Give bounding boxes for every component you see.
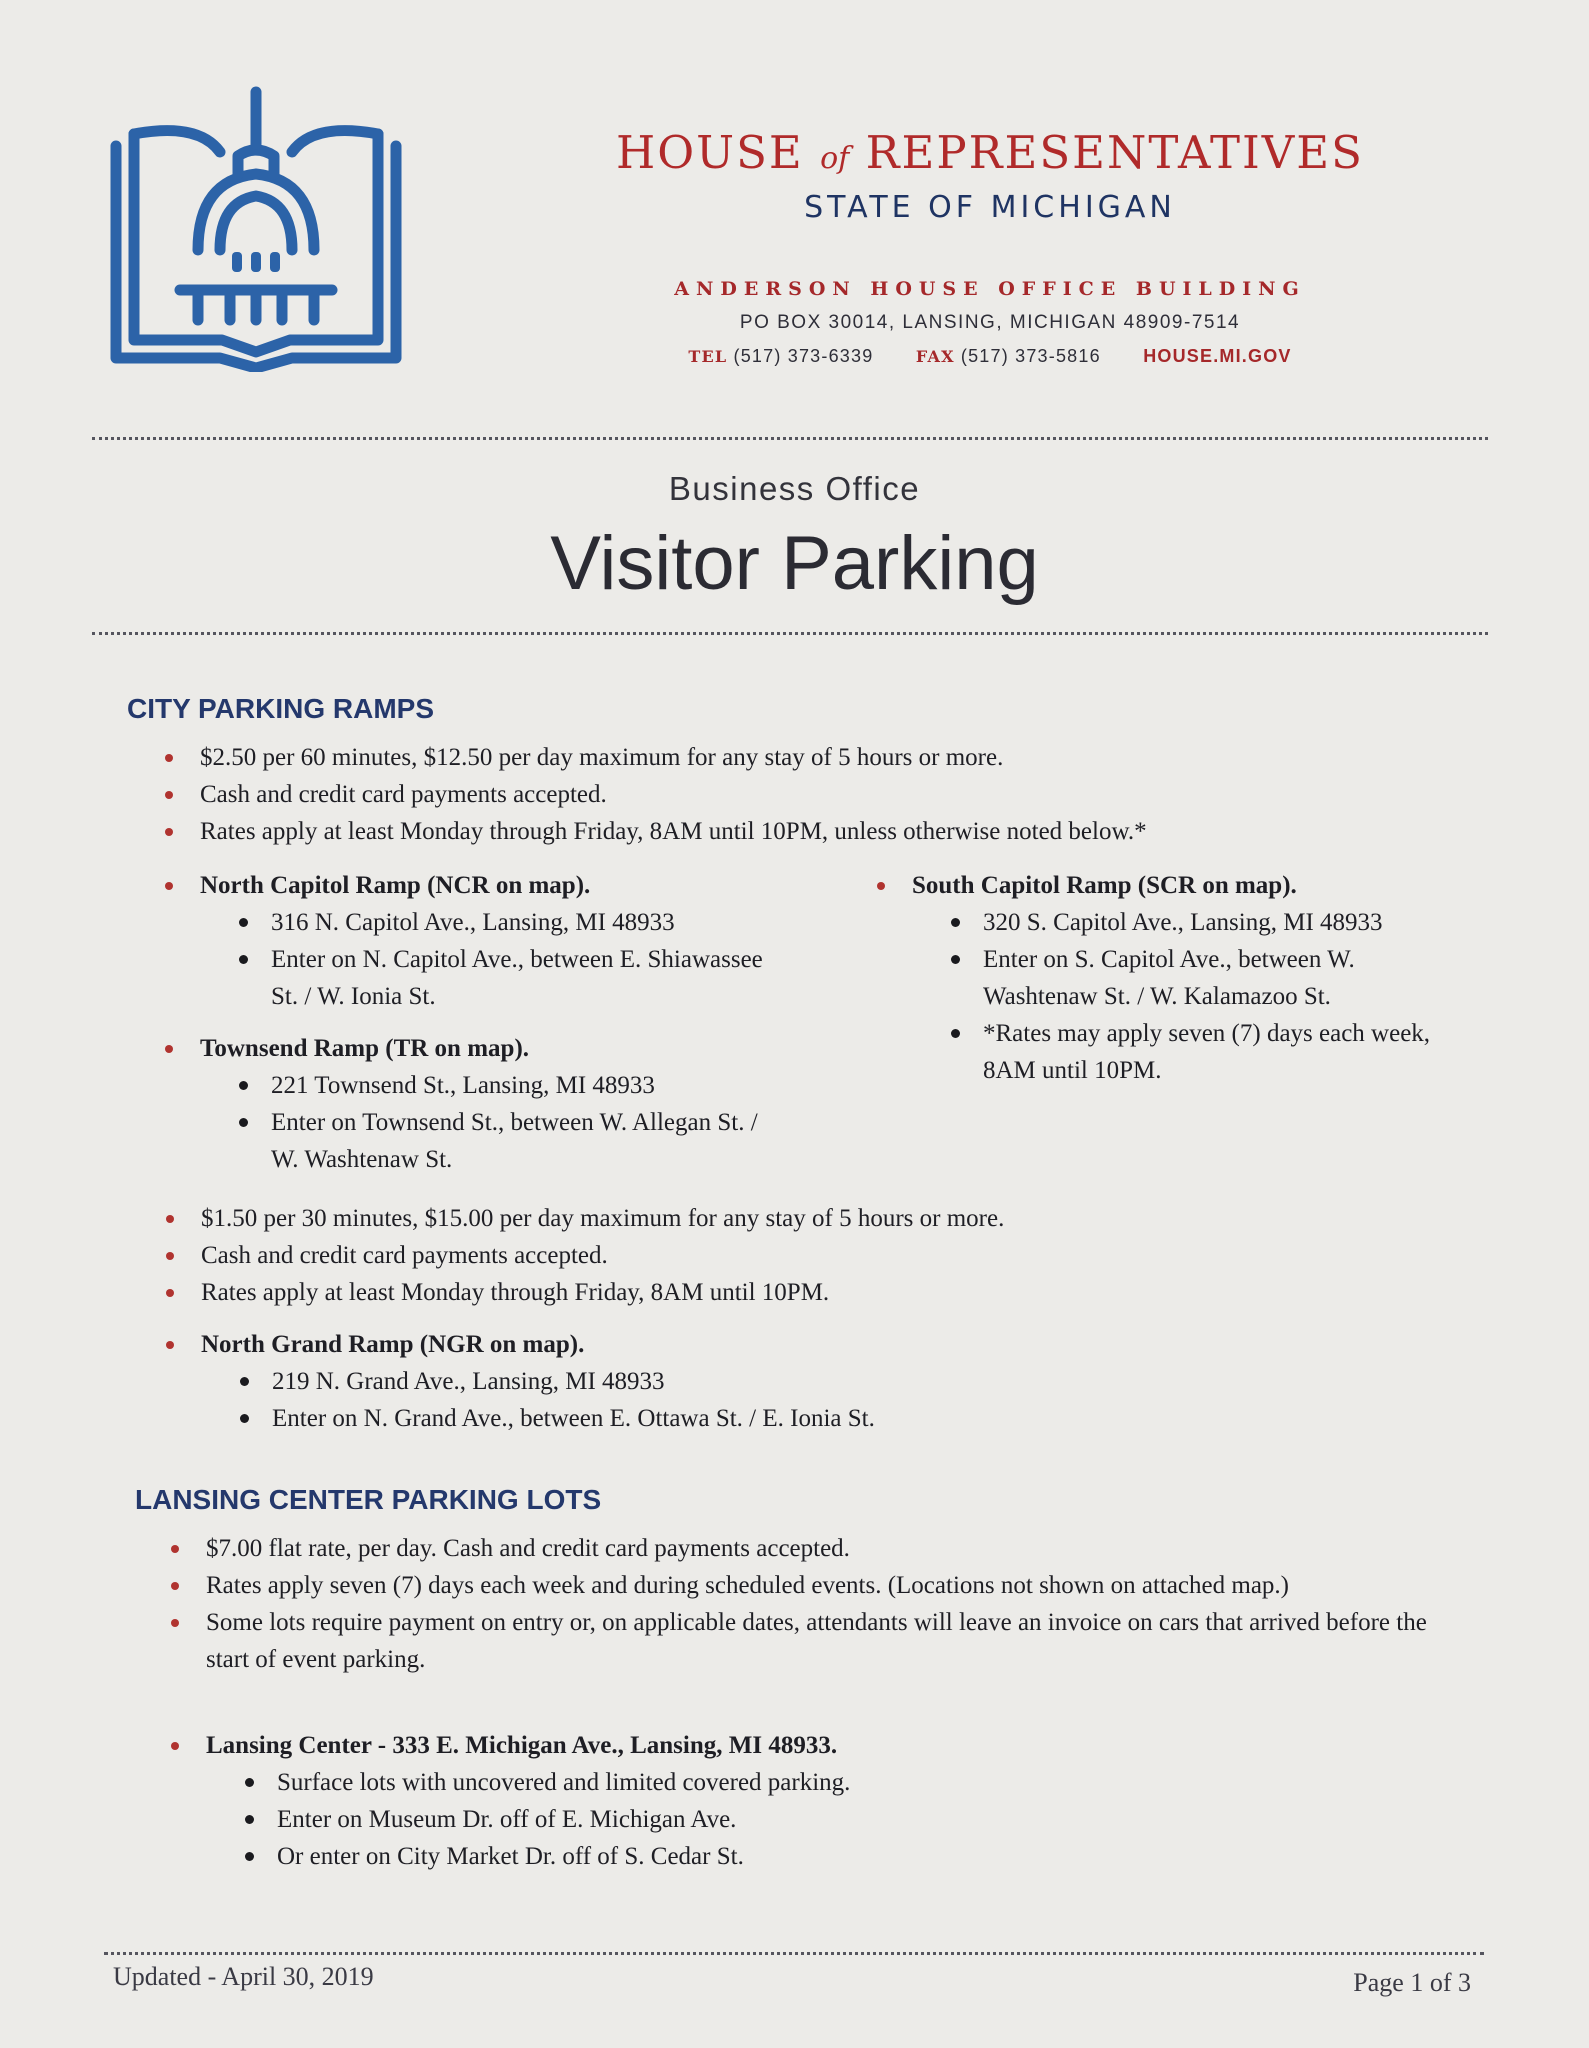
- ramp-name: Townsend Ramp (TR on map).: [200, 1035, 530, 1062]
- ramp-address: 219 N. Grand Ave., Lansing, MI 48933: [234, 1363, 1461, 1400]
- list-item: Cash and credit card payments accepted.: [161, 1237, 1461, 1274]
- mailing-address: PO BOX 30014, LANSING, MICHIGAN 48909-7514: [739, 312, 1241, 333]
- title-divider: [92, 632, 1488, 635]
- fax-label: FAX: [915, 347, 955, 366]
- updated-date: Updated - April 30, 2019: [113, 1962, 374, 1991]
- city-ramps-right-column: [872, 867, 1462, 1089]
- list-item: Rates apply at least Monday through Friday, 8AM until 10PM, unless otherwise noted below.*: [160, 813, 1460, 850]
- lot-name: Lansing Center - 333 E. Michigan Ave., Lansing, MI 48933.: [206, 1732, 838, 1759]
- ramp-note: *Rates may apply seven (7) days each week, 8AM until 10PM.: [945, 1015, 1462, 1089]
- city-ramps-heading: CITY PARKING RAMPS: [127, 693, 434, 724]
- ramp-townsend: [160, 1030, 780, 1178]
- contact-line: [560, 346, 1420, 367]
- grand-ramp-list: [161, 1326, 1461, 1437]
- page-title: Visitor Parking: [550, 521, 1039, 606]
- lansing-center-rates: [166, 1530, 1466, 1678]
- capitol-book-logo: [108, 82, 404, 372]
- tel-label: TEL: [688, 347, 728, 366]
- ramp-address: 320 S. Capitol Ave., Lansing, MI 48933: [945, 904, 1462, 941]
- ramp-entrance: Enter on Townsend St., between W. Allegan St. / W. Washtenaw St.: [233, 1104, 780, 1178]
- building-name: ANDERSON HOUSE OFFICE BUILDING: [674, 278, 1306, 300]
- list-item: $2.50 per 60 minutes, $12.50 per day maximum for any stay of 5 hours or more.: [160, 739, 1460, 776]
- list-item: $1.50 per 30 minutes, $15.00 per day maximum for any stay of 5 hours or more.: [161, 1200, 1461, 1237]
- ramp-name: North Capitol Ramp (NCR on map).: [200, 872, 591, 899]
- house-title: HOUSE of REPRESENTATIVES: [616, 126, 1364, 179]
- list-item: Rates apply at least Monday through Friday, 8AM until 10PM.: [161, 1274, 1461, 1311]
- ramp-north-capitol: [160, 867, 780, 1015]
- ramp-north-grand: [161, 1326, 1461, 1437]
- header-divider: [92, 437, 1488, 440]
- fax-number: (517) 373-5816: [960, 346, 1101, 366]
- lot-detail: Surface lots with uncovered and limited covered parking.: [239, 1764, 1466, 1801]
- lansing-center-heading: LANSING CENTER PARKING LOTS: [135, 1484, 602, 1515]
- city-ramps-rates-2: [161, 1200, 1461, 1311]
- ramp-south-capitol: [872, 867, 1462, 1089]
- list-item: $7.00 flat rate, per day. Cash and credit card payments accepted.: [166, 1530, 1466, 1567]
- list-item: Cash and credit card payments accepted.: [160, 776, 1460, 813]
- ramp-name: North Grand Ramp (NGR on map).: [201, 1331, 585, 1358]
- ramp-address: 316 N. Capitol Ave., Lansing, MI 48933: [233, 904, 780, 941]
- list-item: Rates apply seven (7) days each week and during scheduled events. (Locations not shown on attached map.): [166, 1567, 1466, 1604]
- ramp-entrance: Enter on N. Capitol Ave., between E. Shiawassee St. / W. Ionia St.: [233, 941, 780, 1015]
- city-ramps-left-column: [160, 867, 780, 1178]
- state-subtitle: STATE OF MICHIGAN: [804, 190, 1176, 225]
- footer-divider: [104, 1952, 1484, 1955]
- lot-detail: Enter on Museum Dr. off of E. Michigan Ave.: [239, 1801, 1466, 1838]
- ramp-address: 221 Townsend St., Lansing, MI 48933: [233, 1067, 780, 1104]
- website-link[interactable]: HOUSE.MI.GOV: [1143, 346, 1292, 366]
- tel-number: (517) 373-6339: [733, 346, 874, 366]
- lansing-center-lot: [166, 1727, 1466, 1875]
- ramp-name: South Capitol Ramp (SCR on map).: [912, 872, 1297, 899]
- office-name: Business Office: [668, 470, 921, 507]
- list-item: Some lots require payment on entry or, on applicable dates, attendants will leave an invoice on cars that arrived before the start of event parking.: [166, 1604, 1466, 1678]
- house-title-of: of: [820, 141, 850, 176]
- page-number: Page 1 of 3: [1353, 1968, 1471, 1997]
- ramp-entrance: Enter on S. Capitol Ave., between W. Washtenaw St. / W. Kalamazoo St.: [945, 941, 1462, 1015]
- lansing-center-location: [166, 1727, 1466, 1875]
- ramp-entrance: Enter on N. Grand Ave., between E. Ottawa St. / E. Ionia St.: [234, 1400, 1461, 1437]
- lot-detail: Or enter on City Market Dr. off of S. Cedar St.: [239, 1838, 1466, 1875]
- city-ramps-rates: [160, 739, 1460, 850]
